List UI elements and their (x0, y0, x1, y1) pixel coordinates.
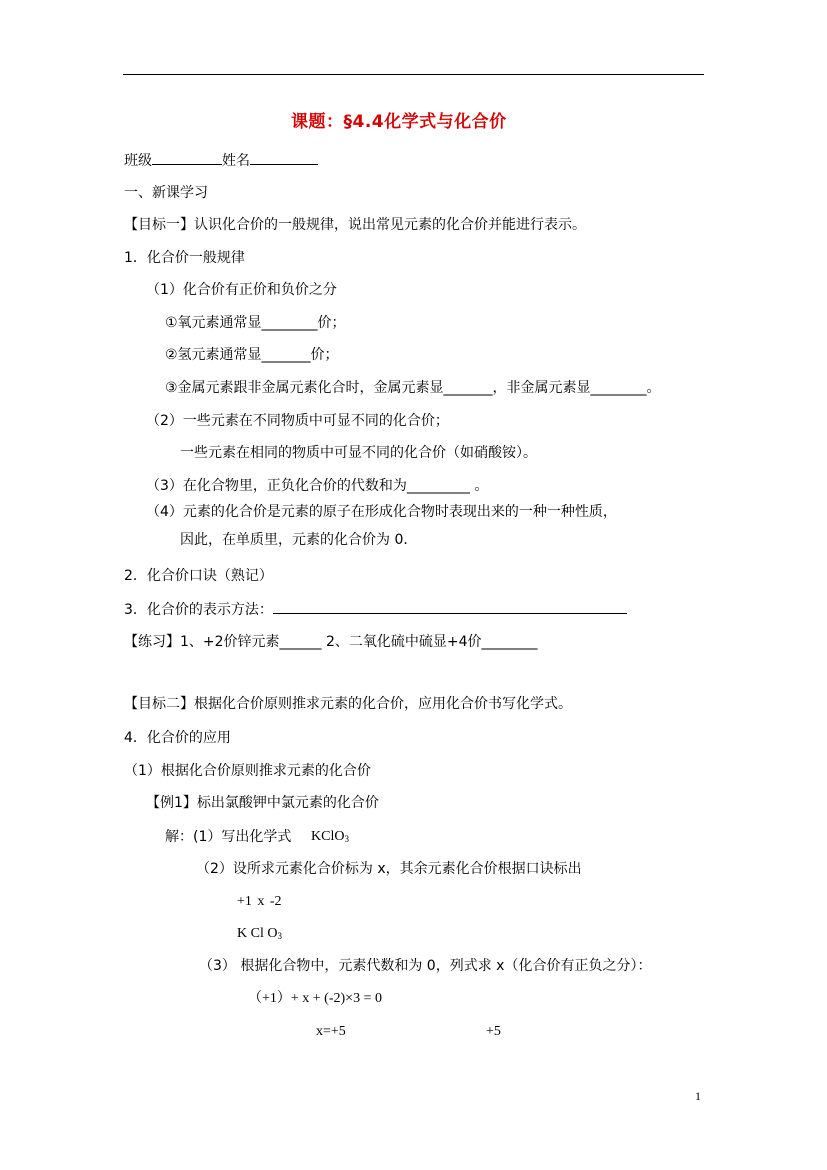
method-blank (273, 600, 627, 614)
point-2: （2）一些元素在不同物质中可显不同的化合价； (146, 413, 449, 429)
section-heading: 一、新课学习 (124, 185, 208, 201)
heading-3-row (124, 600, 627, 619)
name-blank (250, 151, 318, 165)
formula-text: KClO (311, 829, 345, 844)
formula-subscript: 3 (344, 834, 349, 844)
result: x=+5 (316, 1024, 346, 1039)
point-1a: ①氧元素通常显________价； (165, 315, 346, 331)
solution-step-3: （3） 根据化合物中，元素代数和为 0，列式求 x（化合价有正负之分）： (199, 958, 652, 974)
solution-step-2: （2）设所求元素化合价标为 x，其余元素化合价根据口诀标出 (196, 861, 582, 877)
heading-1: 1．化合价一般规律 (124, 250, 245, 266)
header-rule (123, 74, 704, 75)
result-mark: +5 (486, 1024, 501, 1039)
point-3: （3）在化合物里，正负化合价的代数和为_________ 。 (146, 478, 489, 494)
heading-3: 3．化合价的表示方法： (124, 602, 273, 618)
class-label: 班级 (124, 153, 152, 169)
point-1b: ②氢元素通常显_______价； (165, 347, 339, 363)
point-1c: ③金属元素跟非金属元素化合时，金属元素显_______，非金属元素显________。 (165, 380, 661, 396)
heading-4: 4．化合价的应用 (124, 730, 231, 746)
formula-split-text: K Cl O (237, 926, 278, 941)
formula-split-subscript: 3 (277, 931, 282, 941)
point-2b: 一些元素在相同的物质中可显不同的化合价（如硝酸铵）。 (180, 445, 537, 461)
page-title: 课题：§4.4化学式与化合价 (291, 112, 507, 132)
page-number: 1 (695, 1089, 701, 1103)
class-blank (152, 151, 222, 165)
solution-step-1: 解：(1）写出化学式 (165, 829, 292, 845)
formula-split (237, 925, 282, 945)
name-label: 姓名 (222, 153, 250, 169)
practice: 【练习】1、+2价锌元素______ 2、二氧化硫中硫显+4价________ (124, 634, 538, 650)
goal-one: 【目标一】认识化合价的一般规律，说出常见元素的化合价并能进行表示。 (124, 217, 586, 233)
heading-2: 2．化合价口诀（熟记） (124, 568, 273, 584)
point-1: （1）化合价有正价和负价之分 (146, 282, 337, 298)
formula-kclo3 (311, 828, 349, 848)
point-4b: 因此，在单质里，元素的化合价为 0. (180, 532, 408, 548)
subheading-1: （1）根据化合价原则推求元素的化合价 (124, 763, 371, 779)
example-1: 【例1】标出氯酸钾中氯元素的化合价 (146, 795, 379, 811)
goal-two: 【目标二】根据化合价原则推求元素的化合价，应用化合价书写化学式。 (124, 696, 572, 712)
class-name-row (124, 151, 318, 170)
valence-marks: +1 x -2 (237, 894, 282, 909)
point-4: （4）元素的化合价是元素的原子在形成化合物时表现出来的一种一种性质， (146, 504, 617, 520)
equation: （+1）+ x + (-2)×3 = 0 (248, 991, 382, 1006)
